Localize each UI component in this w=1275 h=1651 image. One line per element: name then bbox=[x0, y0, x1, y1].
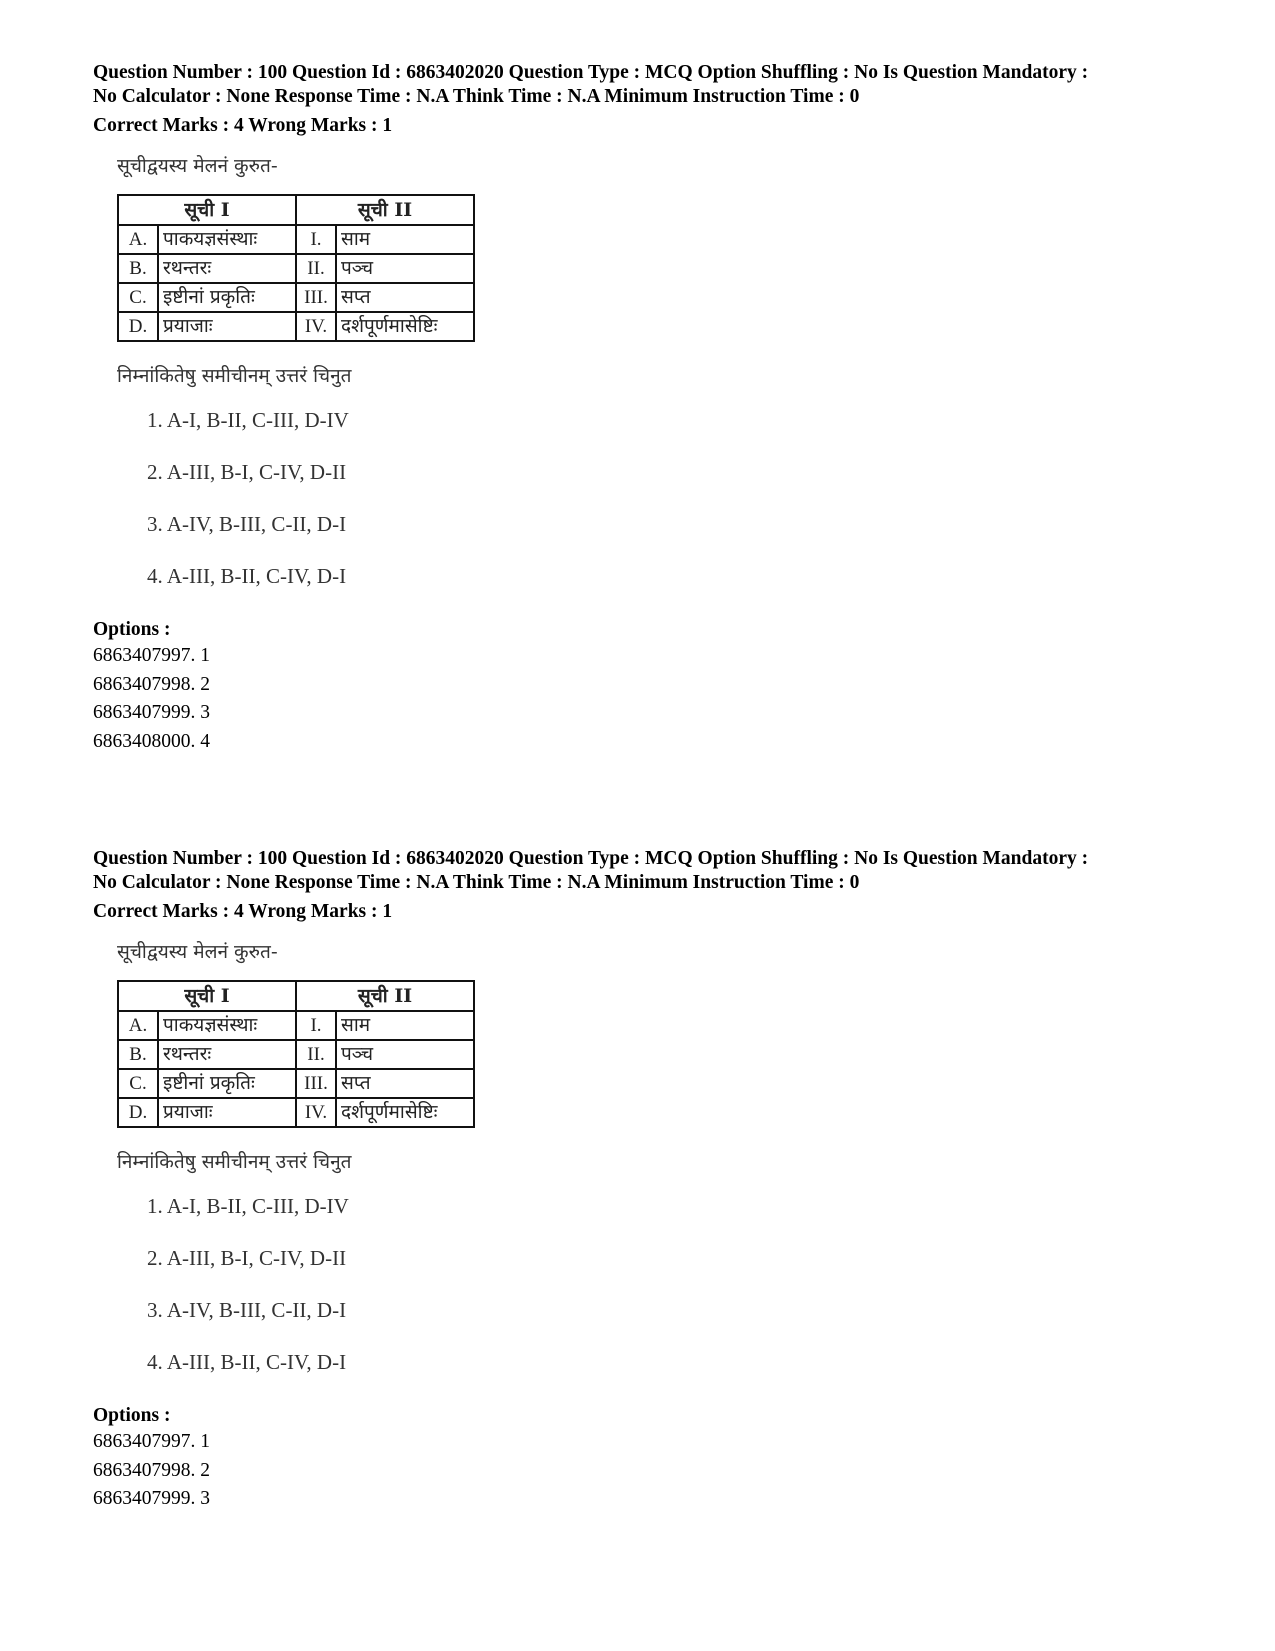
option-id-1: 6863407997. 1 bbox=[93, 645, 210, 666]
list-1-value: प्रयाजाः bbox=[158, 312, 296, 341]
match-table-header bbox=[118, 195, 474, 225]
list-2-key: II. bbox=[296, 254, 336, 283]
match-table-header bbox=[118, 981, 474, 1011]
list-2-value: दर्शपूर्णमासेष्टिः bbox=[336, 312, 474, 341]
answer-choice-1: 1. A-I, B-II, C-III, D-IV bbox=[147, 1194, 349, 1218]
list-2-key: II. bbox=[296, 1040, 336, 1069]
options-label: Options : bbox=[93, 1405, 171, 1426]
answer-choices bbox=[147, 406, 537, 614]
list-2-value: सप्त bbox=[336, 283, 474, 312]
list-2-value: पञ्च bbox=[336, 254, 474, 283]
answer-choice-2: 2. A-III, B-I, C-IV, D-II bbox=[147, 1246, 347, 1270]
list-2-key: III. bbox=[296, 283, 336, 312]
option-id-4: 6863408000. 4 bbox=[93, 730, 210, 752]
marks-line: Correct Marks : 4 Wrong Marks : 1 bbox=[93, 901, 393, 922]
list-1-value: रथन्तरः bbox=[158, 1040, 296, 1069]
list-1-value: इष्टीनां प्रकृतिः bbox=[158, 283, 296, 312]
question-meta-line-2: No Calculator : None Response Time : N.A Think Time : N.A Minimum Instruction Time : 0 bbox=[93, 872, 860, 893]
list-1-key: B. bbox=[118, 254, 158, 283]
question-instruction: निम्नांकितेषु समीचीनम् उत्तरं चिनुत bbox=[117, 1151, 352, 1173]
table-row bbox=[118, 225, 474, 254]
question-prompt: सूचीद्वयस्य मेलनं कुरुत- bbox=[117, 941, 278, 963]
list-2-header: सूची II bbox=[296, 195, 474, 225]
list-1-key: D. bbox=[118, 312, 158, 341]
list-2-header: सूची II bbox=[296, 981, 474, 1011]
list-1-value: रथन्तरः bbox=[158, 254, 296, 283]
list-1-header: सूची I bbox=[118, 195, 296, 225]
table-row bbox=[118, 1040, 474, 1069]
option-id-3: 6863407999. 3 bbox=[93, 1488, 210, 1509]
list-1-value: इष्टीनां प्रकृतिः bbox=[158, 1069, 296, 1098]
list-1-header: सूची I bbox=[118, 981, 296, 1011]
list-2-key: I. bbox=[296, 225, 336, 254]
table-row bbox=[118, 1098, 474, 1127]
answer-choice-1: 1. A-I, B-II, C-III, D-IV bbox=[147, 408, 349, 432]
list-1-key: C. bbox=[118, 283, 158, 312]
answer-choice-4: 4. A-III, B-II, C-IV, D-I bbox=[147, 564, 347, 588]
list-2-key: III. bbox=[296, 1069, 336, 1098]
option-id-3: 6863407999. 3 bbox=[93, 702, 210, 723]
question-content bbox=[117, 938, 537, 1400]
list-2-key: IV. bbox=[296, 1098, 336, 1127]
question-meta-line-1: Question Number : 100 Question Id : 6863402020 Question Type : MCQ Option Shuffling : No Is Question Mandatory : bbox=[93, 62, 1089, 83]
marks-line: Correct Marks : 4 Wrong Marks : 1 bbox=[93, 115, 393, 136]
option-id-1: 6863407997. 1 bbox=[93, 1431, 210, 1452]
answer-choice-3: 3. A-IV, B-III, C-II, D-I bbox=[147, 512, 347, 536]
list-1-value: पाकयज्ञसंस्थाः bbox=[158, 225, 296, 254]
question-meta-line-1: Question Number : 100 Question Id : 6863402020 Question Type : MCQ Option Shuffling : No Is Question Mandatory : bbox=[93, 848, 1089, 869]
question-block-1 bbox=[93, 61, 1213, 756]
list-1-key: D. bbox=[118, 1098, 158, 1127]
question-content bbox=[117, 152, 537, 614]
answer-choice-3: 3. A-IV, B-III, C-II, D-I bbox=[147, 1298, 347, 1322]
list-2-value: दर्शपूर्णमासेष्टिः bbox=[336, 1098, 474, 1127]
table-row bbox=[118, 1011, 474, 1040]
list-2-key: I. bbox=[296, 1011, 336, 1040]
question-instruction: निम्नांकितेषु समीचीनम् उत्तरं चिनुत bbox=[117, 365, 352, 387]
option-id-2: 6863407998. 2 bbox=[93, 1459, 210, 1481]
option-id-2: 6863407998. 2 bbox=[93, 673, 210, 695]
question-block-2 bbox=[93, 847, 1213, 1514]
list-1-key: C. bbox=[118, 1069, 158, 1098]
table-row bbox=[118, 254, 474, 283]
list-1-value: प्रयाजाः bbox=[158, 1098, 296, 1127]
list-1-value: पाकयज्ञसंस्थाः bbox=[158, 1011, 296, 1040]
list-1-key: A. bbox=[118, 225, 158, 254]
match-table bbox=[117, 980, 475, 1128]
question-meta-line-2: No Calculator : None Response Time : N.A Think Time : N.A Minimum Instruction Time : 0 bbox=[93, 86, 860, 107]
answer-choice-2: 2. A-III, B-I, C-IV, D-II bbox=[147, 460, 347, 484]
list-2-value: पञ्च bbox=[336, 1040, 474, 1069]
list-1-key: A. bbox=[118, 1011, 158, 1040]
table-row bbox=[118, 1069, 474, 1098]
table-row bbox=[118, 312, 474, 341]
list-2-value: साम bbox=[336, 225, 474, 254]
answer-choices bbox=[147, 1192, 537, 1400]
options-label: Options : bbox=[93, 619, 171, 640]
list-1-key: B. bbox=[118, 1040, 158, 1069]
list-2-value: साम bbox=[336, 1011, 474, 1040]
list-2-key: IV. bbox=[296, 312, 336, 341]
table-row bbox=[118, 283, 474, 312]
answer-choice-4: 4. A-III, B-II, C-IV, D-I bbox=[147, 1350, 347, 1374]
question-prompt: सूचीद्वयस्य मेलनं कुरुत- bbox=[117, 155, 278, 177]
match-table bbox=[117, 194, 475, 342]
list-2-value: सप्त bbox=[336, 1069, 474, 1098]
